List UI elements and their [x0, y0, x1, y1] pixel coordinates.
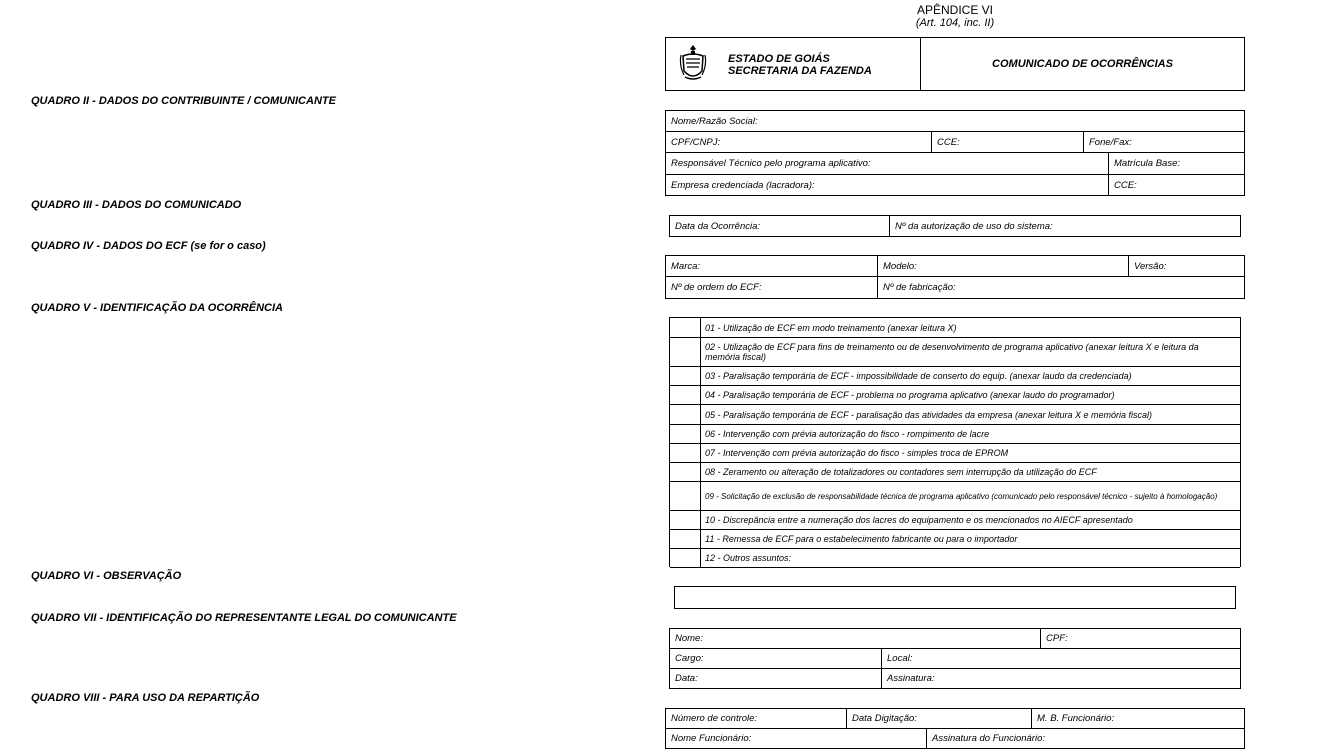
- page-title: APÊNDICE VI: [916, 3, 994, 17]
- field-versao[interactable]: Versão:: [1129, 256, 1244, 277]
- ocorrencia-label: 01 - Utilização de ECF em modo treinamento (anexar leitura X): [705, 322, 957, 333]
- field-mb-funcionario[interactable]: M. B. Funcionário:: [1032, 709, 1244, 729]
- ocorrencia-row[interactable]: [670, 482, 1240, 511]
- secretariat-name: SECRETARIA DA FAZENDA: [728, 65, 872, 77]
- ocorrencia-label: 07 - Intervenção com prévia autorização do fisco - simples troca de EPROM: [705, 448, 1009, 458]
- ocorrencia-label: 03 - Paralisação temporária de ECF - impossibilidade de conserto do equip. (anexar laudo da credenciada): [705, 371, 1132, 381]
- ocorrencia-label: 02 - Utilização de ECF para fins de treinamento ou de desenvolvimento de programa aplicativo (anexar leitura X e leitura da memória fiscal): [705, 342, 1199, 362]
- section-q3-label: QUADRO III - DADOS DO COMUNICADO: [31, 199, 242, 211]
- field-nome-funcionario[interactable]: Nome Funcionário:: [666, 729, 927, 748]
- field-ordem-ecf[interactable]: Nº de ordem do ECF:: [666, 277, 878, 298]
- section-q8-label: QUADRO VIII - PARA USO DA REPARTIÇÃO: [31, 692, 260, 704]
- ocorrencia-checkbox[interactable]: [670, 511, 701, 529]
- field-rep-data[interactable]: Data:: [670, 669, 882, 688]
- section-q4-label: QUADRO IV - DADOS DO ECF (se for o caso): [31, 240, 266, 252]
- ocorrencia-checkbox[interactable]: [670, 444, 701, 462]
- ocorrencia-row[interactable]: [670, 511, 1240, 530]
- ocorrencia-checkbox[interactable]: [670, 549, 701, 567]
- ocorrencia-row[interactable]: [670, 549, 1240, 568]
- ocorrencia-label: 09 - Solicitação de exclusão de responsabilidade técnica de programa aplicativo (comunicado pelo responsável técnico - sujeito à homologação): [705, 491, 1218, 501]
- section-q5-label: QUADRO V - IDENTIFICAÇÃO DA OCORRÊNCIA: [31, 302, 283, 314]
- field-rep-assinatura[interactable]: Assinatura:: [887, 673, 935, 684]
- field-empresa-credenciada[interactable]: Empresa credenciada (lacradora):: [666, 175, 1109, 195]
- ocorrencia-row[interactable]: [670, 318, 1240, 338]
- comunicado-table: [669, 215, 1241, 237]
- field-rep-nome[interactable]: Nome:: [670, 629, 1041, 649]
- ocorrencia-checkbox[interactable]: [670, 530, 701, 548]
- section-q2-label: QUADRO II - DADOS DO CONTRIBUINTE / COMUNICANTE: [31, 95, 336, 107]
- ocorrencia-row[interactable]: [670, 405, 1240, 425]
- field-assinatura-funcionario[interactable]: Assinatura do Funcionário:: [932, 733, 1046, 744]
- field-fone-fax[interactable]: Fone/Fax:: [1084, 132, 1244, 153]
- ocorrencia-checkbox[interactable]: [670, 482, 701, 510]
- ocorrencia-label: 12 - Outros assuntos:: [705, 553, 792, 563]
- ocorrencia-row[interactable]: [670, 367, 1240, 386]
- ocorrencia-label: 05 - Paralisação temporária de ECF - paralisação das atividades da empresa (anexar leitura X e memória fiscal): [705, 409, 1153, 420]
- section-q7-label: QUADRO VII - IDENTIFICAÇÃO DO REPRESENTANTE LEGAL DO COMUNICANTE: [31, 612, 457, 624]
- field-responsavel-tecnico[interactable]: Responsável Técnico pelo programa aplicativo:: [666, 153, 1109, 175]
- form-header: [665, 37, 1245, 91]
- contribuinte-table: [665, 110, 1245, 196]
- field-rep-cargo[interactable]: Cargo:: [670, 649, 882, 669]
- representante-table: [669, 628, 1241, 689]
- field-data-ocorrencia[interactable]: Data da Ocorrência:: [670, 216, 890, 236]
- field-rep-local[interactable]: Local:: [882, 649, 1240, 669]
- ocorrencia-row[interactable]: [670, 425, 1240, 444]
- ocorrencia-row[interactable]: [670, 530, 1240, 549]
- ocorrencia-row[interactable]: [670, 444, 1240, 463]
- page-subtitle: (Art. 104, inc. II): [915, 17, 995, 29]
- field-data-digitacao[interactable]: Data Digitação:: [847, 709, 1032, 729]
- ocorrencia-row[interactable]: [670, 338, 1240, 367]
- reparticao-table: [665, 708, 1245, 749]
- ocorrencia-row[interactable]: [670, 386, 1240, 405]
- field-nome-razao-social[interactable]: Nome/Razão Social:: [666, 111, 1244, 132]
- field-cce[interactable]: CCE:: [932, 132, 1084, 153]
- ocorrencia-checkbox[interactable]: [670, 405, 701, 424]
- ocorrencia-label: 11 - Remessa de ECF para o estabelecimento fabricante ou para o importador: [705, 534, 1018, 544]
- field-fabricacao[interactable]: Nº de fabricação:: [883, 282, 956, 293]
- ocorrencias-table: [669, 317, 1241, 567]
- observacao-field[interactable]: [674, 586, 1236, 609]
- field-cpf-cnpj[interactable]: CPF/CNPJ:: [666, 132, 932, 153]
- header-left: [666, 38, 921, 90]
- field-autorizacao-uso[interactable]: Nº da autorização de uso do sistema:: [895, 220, 1053, 232]
- ocorrencia-label: 04 - Paralisação temporária de ECF - problema no programa aplicativo (anexar laudo do programador): [705, 390, 1115, 400]
- coat-of-arms-icon: [679, 43, 707, 83]
- ocorrencia-checkbox[interactable]: [670, 367, 701, 385]
- field-cce-empresa[interactable]: CCE:: [1114, 179, 1137, 191]
- ocorrencia-checkbox[interactable]: [670, 318, 701, 337]
- ecf-table: [665, 255, 1245, 299]
- ocorrencia-label: 06 - Intervenção com prévia autorização do fisco - rompimento de lacre: [705, 429, 990, 439]
- ocorrencia-label: 10 - Discrepância entre a numeração dos lacres do equipamento e os mencionados no AIECF apresentado: [705, 515, 1133, 525]
- field-rep-cpf[interactable]: CPF:: [1041, 629, 1240, 649]
- ocorrencia-label: 08 - Zeramento ou alteração de totalizadores ou contadores sem interrupção da utilização do ECF: [705, 467, 1097, 477]
- ocorrencia-checkbox[interactable]: [670, 463, 701, 481]
- form-title: COMUNICADO DE OCORRÊNCIAS: [992, 58, 1173, 70]
- field-modelo[interactable]: Modelo:: [878, 256, 1129, 277]
- ocorrencia-row[interactable]: [670, 463, 1240, 482]
- state-name: ESTADO DE GOIÁS: [728, 53, 830, 65]
- field-marca[interactable]: Marca:: [666, 256, 878, 277]
- field-numero-controle[interactable]: Número de controle:: [666, 709, 847, 729]
- ocorrencia-checkbox[interactable]: [670, 338, 701, 366]
- section-q6-label: QUADRO VI - OBSERVAÇÃO: [31, 570, 182, 582]
- ocorrencia-checkbox[interactable]: [670, 386, 701, 404]
- field-matricula-base[interactable]: Matrícula Base:: [1109, 153, 1244, 175]
- ocorrencia-checkbox[interactable]: [670, 425, 701, 443]
